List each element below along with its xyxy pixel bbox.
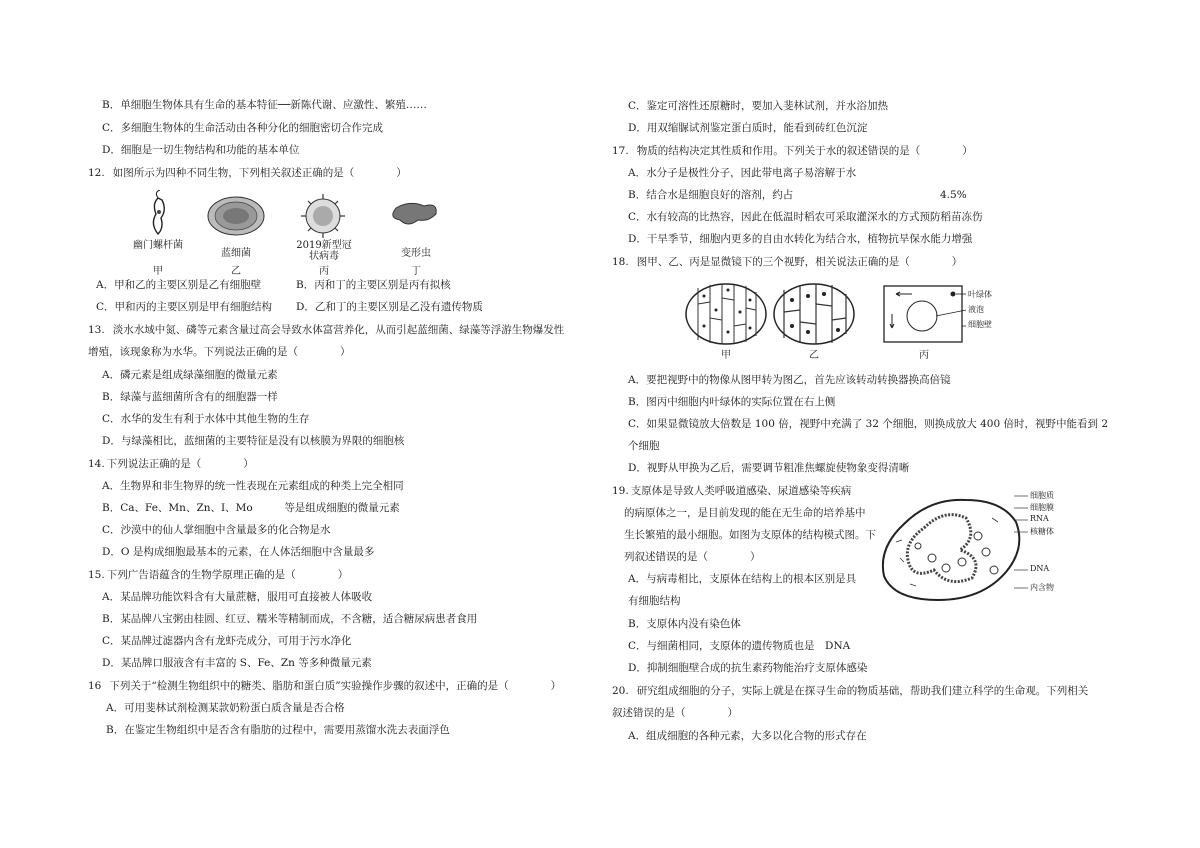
q19-label-rna: RNA [1030,514,1049,523]
q12-option-d: D．乙和丁的主要区别是乙没有遗传物质 [296,301,483,313]
q18-stem [612,255,962,269]
q15-option-b: B．某品牌八宝粥由桂圆、红豆、糯米等精制而成，不含糖，适合糖尿病患者食用 [102,613,478,625]
q12-label-4: 变形虫 [401,248,431,259]
q19-number: 19. [612,485,629,497]
q14-question: 下列说法正确的是（ ） [106,458,254,470]
q18-option-a: A．要把视野中的物像从图甲转为图乙，首先应该转动转换器换高倍镜 [628,374,951,386]
view-yi [774,284,854,344]
q19-stem-line1 [612,484,851,498]
view-bing [884,286,966,342]
q19-label-ribosome: 核糖体 [1030,527,1054,536]
q12-letter-1: 甲 [153,266,163,277]
q17-number: 17. [612,145,629,157]
q18-label-cellwall: 细胞壁 [968,320,992,329]
q19-option-c: C．与细菌相同，支原体的遗传物质也是 DNA [628,640,851,652]
q18-letter-bing: 丙 [919,350,929,361]
q13-option-a: A．磷元素是组成绿藻细胞的微量元素 [102,369,278,381]
cyanobacteria-drawing [208,197,264,235]
q12-question: 如图所示为四种不同生物，下列相关叙述正确的是（ ） [112,167,407,179]
q19-stem-line4: 列叙述错误的是（ ） [624,551,761,563]
q12-option-b: B．丙和丁的主要区别是丙有拟核 [296,279,451,291]
q12-label-3: 2019新型冠状病毒 [296,240,352,262]
q20-option-a: A．组成细胞的各种元素，大多以化合物的形式存在 [628,730,867,742]
q13-question-1: 淡水水域中氮、磷等元素含量过高会导致水体富营养化，从而引起蓝细菌、绿藻等浮游生物爆发性 [112,324,565,336]
q17-option-c: C．水有较高的比热容，因此在低温时稻农可采取灌深水的方式预防稻苗冻伤 [628,211,983,223]
q20-stem-line2: 叙述错误的是（ ） [612,707,738,719]
q18-option-d: D．视野从甲换为乙后，需要调节粗准焦螺旋使物象变得清晰 [628,462,910,474]
q15-option-a: A．某品牌功能饮料含有大量蔗糖，服用可直接被人体吸收 [102,591,373,603]
q18-option-c-line2: 个细胞 [628,440,660,452]
q18-letter-jia: 甲 [721,350,731,361]
coronavirus-drawing [301,194,345,238]
q20-number: 20. [612,685,629,697]
q17-option-b: B．结合水是细胞良好的溶剂，约占 [628,189,794,201]
q13-option-b: B．绿藻与蓝细菌所含有的细胞器一样 [102,391,278,403]
q16-question: 下列关于“检测生物组织中的糖类、脂肪和蛋白质”实验操作步骤的叙述中，正确的是（ ） [109,680,562,692]
q12-letter-3: 丙 [319,266,329,277]
q18-option-b: B．图丙中细胞内叶绿体的实际位置在右上侧 [628,396,836,408]
q15-question: 下列广告语蕴含的生物学原理正确的是（ ） [106,569,349,581]
q14-option-d: D．O 是构成细胞最基本的元素，在人体活细胞中含量最多 [102,546,375,558]
q12-letter-2: 乙 [231,266,241,277]
q18-option-c-line1: C．如果显微镜放大倍数是 100 倍，视野中充满了 32 个细胞，则换成放大 400 倍时，视野中能看到 2 [628,418,1109,430]
q18-figure [684,282,1024,362]
right-column [612,0,1192,848]
mycoplasma-label-lines [1014,488,1094,608]
q19-option-a-line1: A．与病毒相比，支原体在结构上的根本区别是具 [628,573,857,585]
mycoplasma-diagram [874,488,1024,608]
q19-stem-line2: 的病原体之一，是目前发现的能在无生命的培养基中 [624,507,866,519]
q19-stem-line3: 生长繁殖的最小细胞。如图为支原体的结构模式图。下 [624,529,876,541]
q12-figure [128,190,458,275]
q16-option-a: A．可用斐林试剂检测某款奶粉蛋白质含量是否合格 [106,702,345,714]
q13-number: 13. [88,324,105,336]
q13-stem-line1 [88,323,564,337]
q18-label-chloroplast: 叶绿体 [968,290,992,299]
q20-question-1: 研究组成细胞的分子，实际上就是在探寻生命的物质基础，帮助我们建立科学的生命观。下列相关 [636,685,1089,697]
q17-option-b-percent: 4.5% [940,189,967,201]
q17-option-a: A．水分子是极性分子，因此带电离子易溶解于水 [628,167,857,179]
q12-number: 12. [88,167,105,179]
q11-option-b: B．单细胞生物体具有生命的基本特征──新陈代谢、应激性、繁殖…… [102,99,427,111]
q12-label-2: 蓝细菌 [221,248,251,259]
amoeba-drawing [393,203,436,224]
q12-label-1: 幽门螺杆菌 [133,240,183,251]
q19-question-1: 支原体是导致人类呼吸道感染、尿道感染等疾病 [630,485,852,497]
q19-option-b: B．支原体内没有染色体 [628,618,741,630]
helicobacter-drawing [153,190,164,234]
q14-option-c: C．沙漠中的仙人掌细胞中含量最多的化合物是水 [102,524,331,536]
q16-stem [88,679,561,693]
q19-label-inclusion: 内含物 [1030,583,1054,592]
q13-option-d: D．与绿藻相比，蓝细菌的主要特征是没有以核膜为界限的细胞核 [102,435,405,447]
q16-number: 16 [88,680,102,692]
q19-label-membrane: 细胞膜 [1030,503,1054,512]
q19-label-dna: DNA [1030,564,1050,573]
q19-label-cytoplasm: 细胞质 [1030,491,1054,500]
q12-option-a: A．甲和乙的主要区别是乙有细胞壁 [96,279,262,291]
q12-letter-4: 丁 [411,266,421,277]
q12-stem [88,166,407,180]
left-column [88,0,648,848]
q16-option-c: C．鉴定可溶性还原糖时，要加入斐林试剂，并水浴加热 [628,100,889,112]
q15-option-c: C．某品牌过滤器内含有龙虾壳成分，可用于污水净化 [102,635,352,647]
q16-option-d: D．用双缩脲试剂鉴定蛋白质时，能看到砖红色沉淀 [628,122,868,134]
q18-number: 18. [612,256,629,268]
q19-option-d: D．抑制细胞壁合成的抗生素药物能治疗支原体感染 [628,662,868,674]
q17-stem [612,144,973,158]
q11-option-d: D．细胞是一切生物结构和功能的基本单位 [102,144,300,156]
q16-option-b: B．在鉴定生物组织中是否含有脂肪的过程中，需要用蒸馏水洗去表面浮色 [106,724,450,736]
q14-option-b: B．Ca、Fe、Mn、Zn、I、Mo 等是组成细胞的微量元素 [102,502,400,514]
q18-label-vacuole: 液泡 [968,305,984,314]
q19-figure [874,488,1094,608]
q15-option-d: D．某品牌口服液含有丰富的 S、Fe、Zn 等多种微量元素 [102,657,372,669]
q20-stem-line1 [612,684,1088,698]
q14-option-a: A．生物界和非生物界的统一性表现在元素组成的种类上完全相同 [102,480,404,492]
q19-option-a-line2: 有细胞结构 [628,595,681,607]
q17-question: 物质的结构决定其性质和作用。下列关于水的叙述错误的是（ ） [636,145,973,157]
q14-number: 14. [88,458,105,470]
q14-stem [88,457,254,471]
q15-stem [88,568,348,582]
q18-question: 图甲、乙、丙是显微镜下的三个视野，相关说法正确的是（ ） [636,256,963,268]
q18-letter-yi: 乙 [809,350,819,361]
q15-number: 15. [88,569,105,581]
q17-option-d: D．干旱季节，细胞内更多的自由水转化为结合水，植物抗旱保水能力增强 [628,233,973,245]
q12-option-c: C．甲和丙的主要区别是甲有细胞结构 [96,301,273,313]
view-jia [686,284,766,344]
q11-option-c: C．多细胞生物体的生命活动由各种分化的细胞密切合作完成 [102,122,384,134]
q13-stem-line2: 增殖，该现象称为水华。下列说法正确的是（ ） [88,346,351,358]
q13-option-c: C．水华的发生有利于水体中其他生物的生存 [102,413,310,425]
